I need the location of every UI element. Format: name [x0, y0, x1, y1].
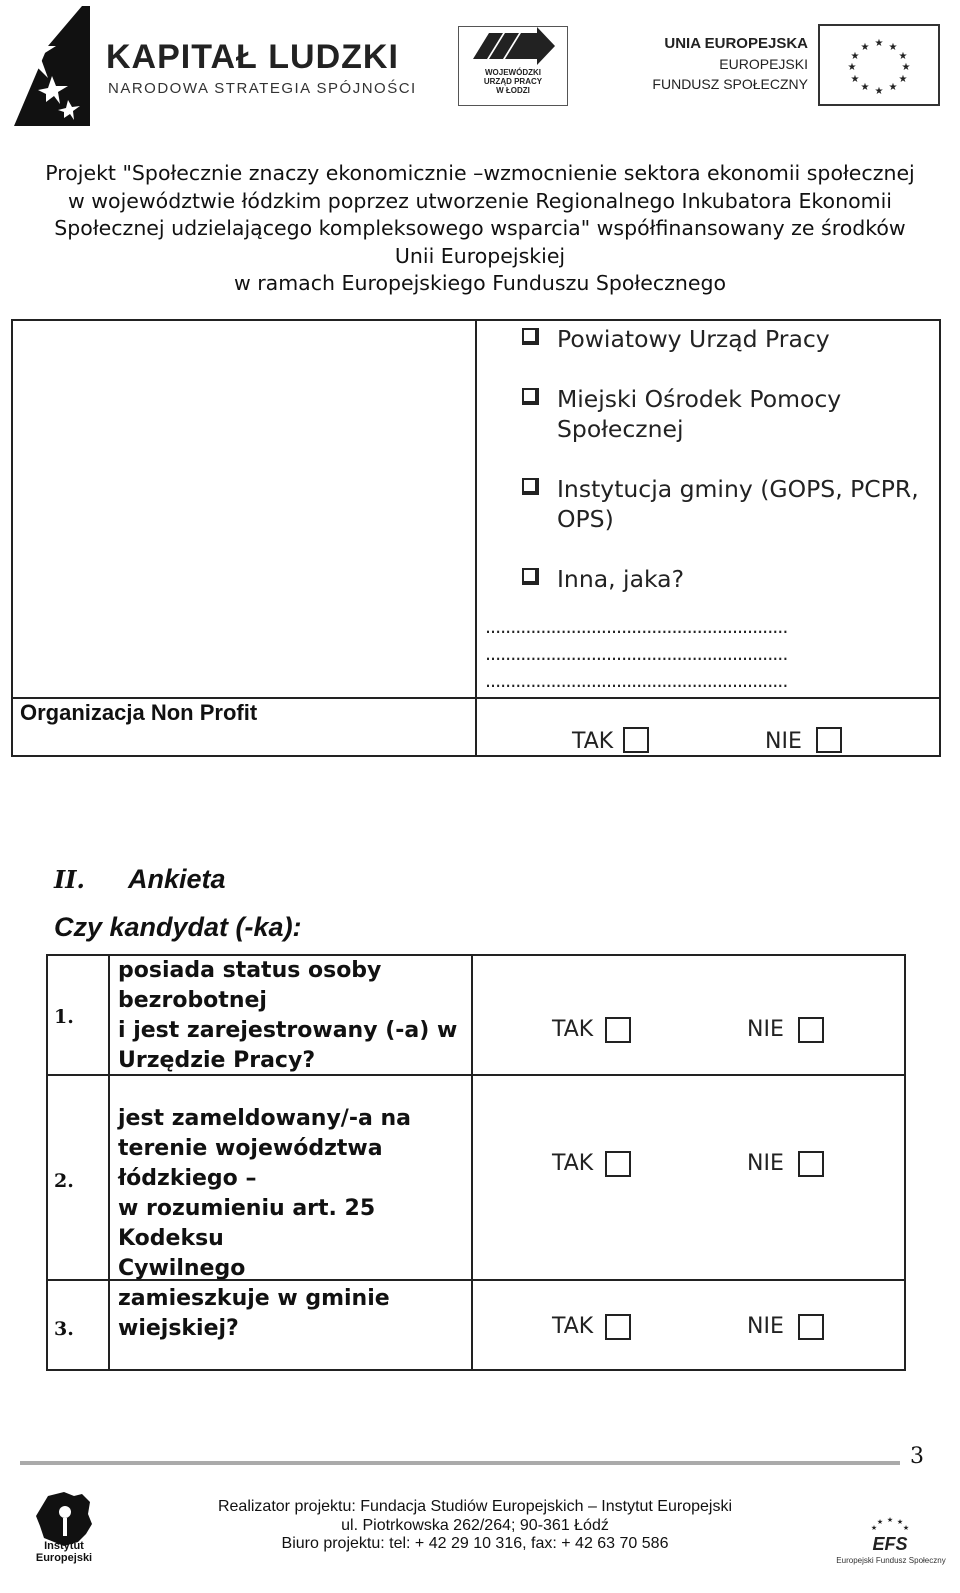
- row-number: 1.: [54, 1006, 74, 1028]
- question-line: w rozumieniu art. 25 Kodeksu: [118, 1196, 376, 1251]
- tak-label: TAK: [552, 1151, 594, 1176]
- instytut-europejski-text: [28, 1540, 100, 1564]
- svg-text:★: ★: [888, 82, 898, 93]
- svg-text:★: ★: [876, 1518, 884, 1526]
- checkbox-mops[interactable]: [522, 388, 539, 405]
- svg-text:★: ★: [898, 74, 908, 85]
- footer-line: Realizator projektu: Fundacja Studiów Europejskich – Instytut Europejski: [217, 1498, 733, 1515]
- fill-in-line[interactable]: ............................................................: [485, 616, 788, 638]
- eu-line-1: UNIA EUROPEJSKA: [664, 35, 808, 52]
- table-border: [904, 954, 906, 1371]
- question-line: Urzędzie Pracy?: [118, 1048, 316, 1073]
- project-line: Społecznej udzielającego kompleksowego wsparcia" współfinansowany ze środków: [54, 216, 906, 240]
- kapital-ludzki-subtitle: NARODOWA STRATEGIA SPÓJNOŚCI: [108, 80, 417, 97]
- fill-in-line[interactable]: ............................................................: [485, 670, 788, 692]
- q1-tak-checkbox[interactable]: [605, 1017, 631, 1043]
- efs-caption: Europejski Fundusz Społeczny: [836, 1556, 946, 1565]
- option-label: Miejski Ośrodek Pomocy: [557, 385, 842, 413]
- svg-text:★: ★: [847, 62, 857, 73]
- svg-text:★: ★: [870, 1524, 878, 1532]
- project-line: w ramach Europejskiego Funduszu Społecznego: [233, 271, 727, 295]
- footer-address: [180, 1498, 770, 1554]
- page-number: 3: [910, 1444, 924, 1469]
- tak-label: TAK: [552, 1314, 594, 1339]
- question-line: bezrobotnej: [118, 988, 267, 1013]
- footer-line: ul. Piotrkowska 262/264; 90-361 Łódź: [341, 1516, 609, 1534]
- row-number: 3.: [54, 1318, 74, 1340]
- option-label: Instytucja gminy (GOPS, PCPR,: [557, 475, 919, 503]
- svg-text:EFS: EFS: [872, 1534, 908, 1554]
- table-border: [108, 954, 110, 1371]
- section-title: Ankieta: [128, 864, 226, 894]
- table-border: [11, 319, 13, 757]
- question-text: [118, 1104, 468, 1284]
- question-text: [118, 1284, 468, 1344]
- nie-label: NIE: [747, 1151, 784, 1176]
- q1-nie-checkbox[interactable]: [798, 1017, 824, 1043]
- wup-line: WOJEWÓDZKI: [485, 68, 541, 77]
- efs-logo-icon: [860, 1514, 920, 1554]
- nonprofit-tak-checkbox[interactable]: [623, 727, 649, 753]
- question-line: i jest zarejestrowany (-a) w: [118, 1018, 458, 1043]
- checkbox-inna[interactable]: [522, 568, 539, 585]
- svg-text:★: ★: [888, 42, 898, 53]
- option-label: OPS): [557, 505, 614, 533]
- question-line: jest zameldowany/-a na: [118, 1106, 411, 1131]
- footer-divider: [20, 1461, 900, 1465]
- project-line: Unii Europejskiej: [394, 243, 566, 268]
- svg-text:★: ★: [902, 1524, 910, 1532]
- question-text: [118, 956, 468, 1076]
- wup-line: URZĄD PRACY: [483, 77, 543, 86]
- svg-text:★: ★: [860, 42, 870, 53]
- svg-text:★: ★: [874, 38, 884, 49]
- ie-line: Europejski: [35, 1552, 93, 1564]
- nonprofit-nie-checkbox[interactable]: [816, 727, 842, 753]
- q2-tak-checkbox[interactable]: [605, 1151, 631, 1177]
- wup-line: W ŁODZI: [496, 86, 530, 95]
- kapital-ludzki-title: KAPITAŁ LUDZKI: [106, 38, 399, 76]
- footer-line: Biuro projektu: tel: + 42 29 10 316, fax: + 42 63 70 586: [281, 1535, 669, 1552]
- nie-label: NIE: [747, 1017, 784, 1042]
- svg-text:★: ★: [850, 74, 860, 85]
- svg-text:★: ★: [886, 1516, 894, 1524]
- option-label: Powiatowy Urząd Pracy: [557, 325, 830, 353]
- svg-text:★: ★: [874, 86, 884, 97]
- q3-tak-checkbox[interactable]: [605, 1314, 631, 1340]
- ie-line: Instytut: [44, 1540, 84, 1552]
- table-border: [475, 319, 477, 757]
- question-line: wiejskiej?: [118, 1316, 239, 1341]
- table-border: [46, 1369, 906, 1371]
- svg-text:★: ★: [898, 51, 908, 62]
- question-line: terenie województwa: [118, 1136, 383, 1161]
- checkbox-instytucja-gminy[interactable]: [522, 478, 539, 495]
- checkbox-powiatowy-urzad-pracy[interactable]: [522, 328, 539, 345]
- project-description: [20, 160, 940, 298]
- option-label: Społecznej: [557, 415, 684, 443]
- table-border: [46, 954, 48, 1371]
- table-border: [471, 954, 473, 1371]
- nie-label: NIE: [765, 729, 802, 754]
- section-number: II.: [54, 865, 85, 894]
- svg-text:★: ★: [850, 51, 860, 62]
- eu-line-3: FUNDUSZ SPOŁECZNY: [652, 76, 808, 92]
- row-number: 2.: [54, 1170, 74, 1192]
- eu-logo-text: [630, 34, 808, 94]
- wup-logo-text: [462, 68, 564, 95]
- question-line: posiada status osoby: [118, 958, 382, 983]
- option-label: Inna, jaka?: [557, 565, 685, 593]
- project-line: w województwie łódzkim poprzez utworzenie Regionalnego Inkubatora Ekonomii: [68, 188, 892, 213]
- fill-in-line[interactable]: ............................................................: [485, 643, 788, 665]
- question-line: łódzkiego –: [118, 1166, 257, 1191]
- wup-arrow-icon: [459, 27, 565, 69]
- svg-text:★: ★: [860, 82, 870, 93]
- eu-flag-icon: [818, 24, 940, 106]
- tak-label: TAK: [552, 1017, 594, 1042]
- svg-text:★: ★: [896, 1518, 904, 1526]
- question-line: Cywilnego: [118, 1256, 246, 1281]
- q2-nie-checkbox[interactable]: [798, 1151, 824, 1177]
- nonprofit-label: Organizacja Non Profit: [20, 700, 258, 725]
- question-line: zamieszkuje w gminie: [118, 1286, 390, 1311]
- project-line: Projekt "Społecznie znaczy ekonomicznie –wzmocnienie sektora ekonomii społecznej: [45, 161, 915, 185]
- q3-nie-checkbox[interactable]: [798, 1314, 824, 1340]
- nie-label: NIE: [747, 1314, 784, 1339]
- table-border: [939, 319, 941, 757]
- question-heading: Czy kandydat (-ka):: [54, 912, 302, 942]
- eu-line-2: EUROPEJSKI: [719, 56, 808, 72]
- svg-text:★: ★: [901, 62, 911, 73]
- tak-label: TAK: [572, 729, 614, 754]
